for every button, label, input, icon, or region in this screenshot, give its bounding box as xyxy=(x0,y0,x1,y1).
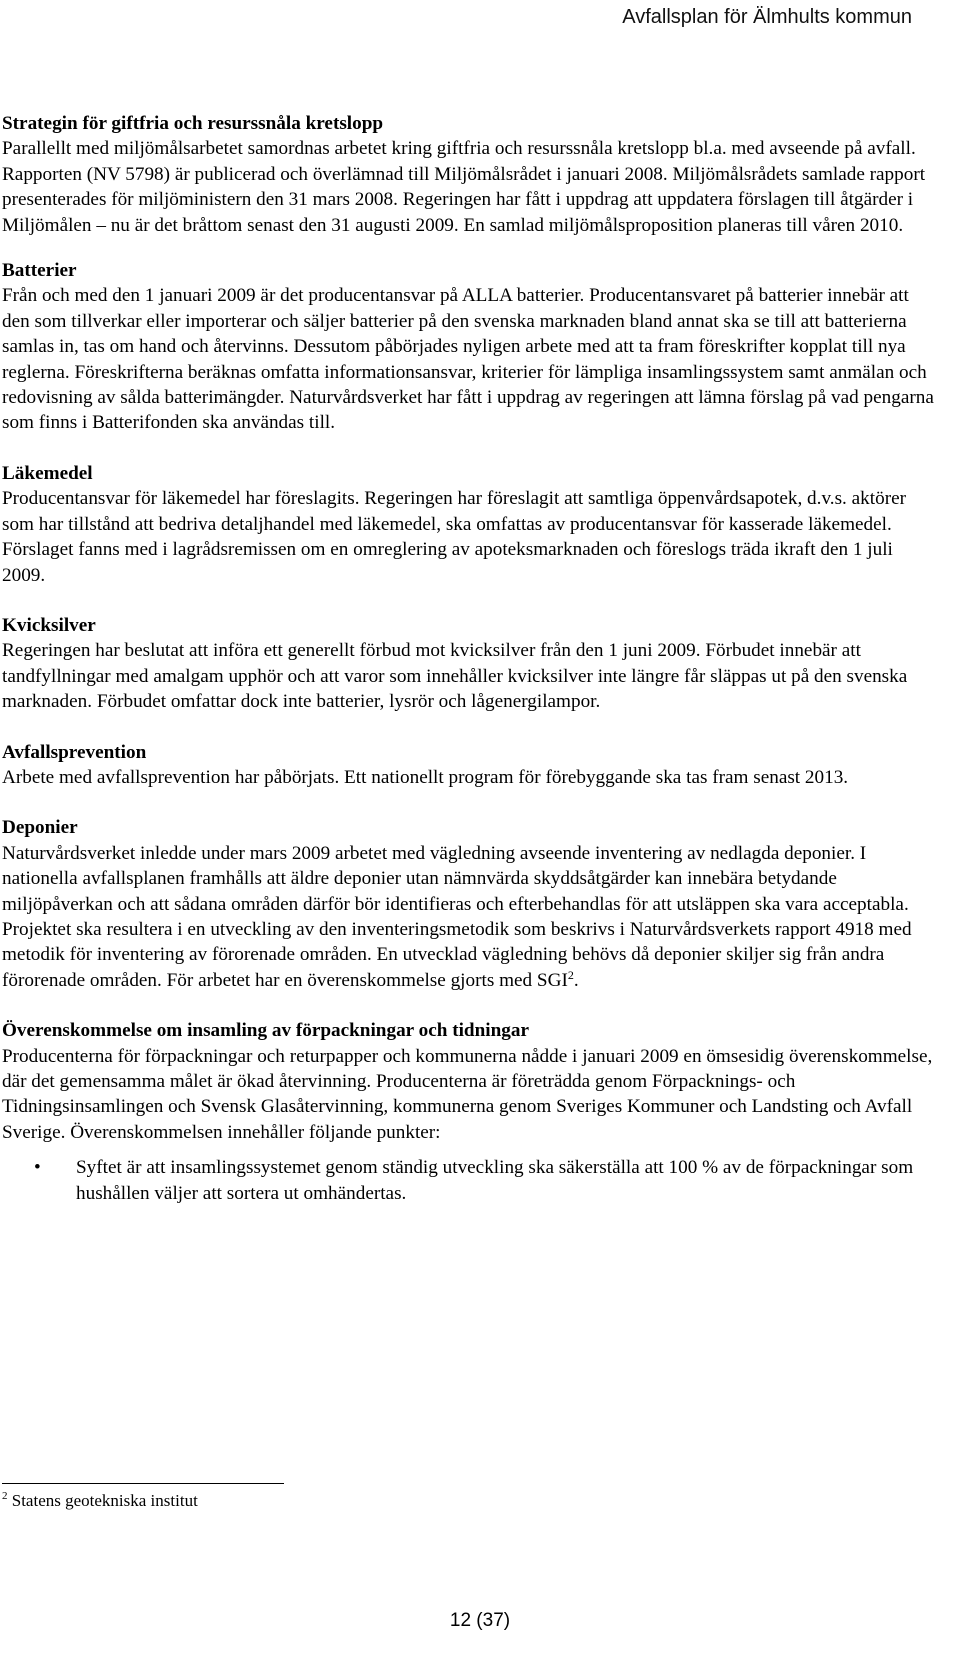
section-heading: Kvicksilver xyxy=(2,614,96,636)
section-paragraph xyxy=(2,841,940,993)
section-paragraph: Från och med den 1 januari 2009 är det producentansvar på ALLA batterier. Producentansvaret på batterier innebär att den som tillverkar eller importerar och säljer batterier på den svenska marknaden bland annat ska se till att batterierna samlas in, tas om hand och återvinns. Dessutom påbörjades nyligen arbete med att ta fram föreskrifter kopplat till nya reglerna. Föreskrifterna beräknas omfatta informationsansvar, kriterier för lämpliga insamlingssystem samt anmälan och redovisning av sålda batterimängder. Naturvårdsverket har fått i uppdrag av regeringen att lämna förslag på vad pengarna som finns i Batterifonden ska användas till. xyxy=(2,285,934,434)
section-paragraph: Regeringen har beslutat att införa ett generellt förbud mot kvicksilver från den 1 juni 2009. Förbudet innebär att tandfyllningar med amalgam upphör och att varor som innehåller kvicksilver inte längre får släppas ut på den svenska marknaden. Förbudet omfattar dock inte batterier, lysrör och lågenergilampor. xyxy=(2,640,908,713)
bullet-list xyxy=(2,1155,940,1206)
document-body xyxy=(2,111,940,1231)
footnote-number: 2 xyxy=(2,1490,8,1502)
section-heading: Strategin för giftfria och resurssnåla kretslopp xyxy=(2,113,384,134)
section-deponier xyxy=(2,815,940,993)
section-heading: Överenskommelse om insamling av förpackningar och tidningar xyxy=(2,1020,529,1042)
section-kvicksilver xyxy=(2,613,940,715)
bullet-icon: • xyxy=(34,1157,41,1179)
document-header: Avfallsplan för Älmhults kommun xyxy=(622,6,912,28)
paragraph-end: . xyxy=(573,969,579,991)
section-heading: Batterier xyxy=(2,260,77,282)
paragraph-text: Naturvårdsverket inledde under mars 2009 arbetet med vägledning avseende inventering av nedlagda deponier. I nationella avfallsplanen framhålls att äldre deponier utan nämnvärda skyddsåtgärder kan innebära betydande miljöpåverkan och att sådana områden därför bör identifieras och efterbehandlas för att utsläppen ska vara acceptabla. Projektet ska resultera i en utveckling av den inventeringsmetodik som beskrivs i Naturvårdsverkets rapport 4918 med metodik för inventering av förorenade områden. En utvecklad vägledning behövs då deponier skiljer sig från andra förorenade områden. För arbetet har en överenskommelse gjorts med SGI xyxy=(2,842,912,991)
section-heading: Deponier xyxy=(2,817,78,839)
page-number: 12 (37) xyxy=(449,1610,511,1631)
section-paragraph: Producenterna för förpackningar och returpapper och kommunerna nådde i januari 2009 en ömsesidig överenskommelse, där det gemensamma målet är ökad återvinning. Producenterna är företrädda genom Förpacknings- och Tidningsinsamlingen och Svensk Glasåtervinning, kommunerna genom Sveriges Kommuner och Landsting och Avfall Sverige. Överenskommelsen innehåller följande punkter: xyxy=(2,1045,933,1143)
section-avfallsprevention xyxy=(2,740,940,791)
section-paragraph: Producentansvar för läkemedel har föreslagits. Regeringen har föreslagit att samtliga öppenvårdsapotek, d.v.s. aktörer som har tillstånd att bedriva detaljhandel med läkemedel, ska omfattas av producentansvar för kasserade läkemedel. Förslaget fanns med i lagrådsremissen om en omreglering av apoteksmarknaden och föreslogs träda ikraft den 1 juli 2009. xyxy=(2,488,906,586)
footnote-text: Statens geotekniska institut xyxy=(11,1491,198,1510)
section-overenskommelse xyxy=(2,1018,940,1206)
section-lakemedel xyxy=(2,461,940,588)
footnote-reference[interactable]: 2 xyxy=(567,967,574,982)
footnote-divider xyxy=(2,1483,284,1484)
list-item-text: Syftet är att insamlingssystemet genom ständig utveckling ska säkerställa att 100 % av de förpackningar som hushållen väljer att sortera ut omhändertas. xyxy=(76,1157,914,1204)
section-heading: Läkemedel xyxy=(2,462,93,484)
section-paragraph: Arbete med avfallsprevention har påbörjats. Ett nationellt program för förebyggande ska tas fram senast 2013. xyxy=(2,766,849,788)
section-paragraph: Parallellt med miljömålsarbetet samordnas arbetet kring giftfria och resurssnåla kretslopp bl.a. med avseende på avfall. Rapporten (NV 5798) är publicerad och överlämnad till Miljömålsrådet i januari 2008. Miljömålsrådets samlade rapport presenterades för miljöministern den 31 mars 2008. Regeringen har fått i uppdrag att uppdatera förslagen till åtgärder i Miljömålen – nu är det bråttom senast den 31 augusti 2009. En samlad miljömålsproposition planeras till våren 2010. xyxy=(2,138,926,236)
list-item xyxy=(2,1155,940,1206)
section-heading: Avfallsprevention xyxy=(2,741,147,763)
section-batterier xyxy=(2,258,940,436)
footnote xyxy=(2,1490,198,1511)
section-strategi xyxy=(2,111,940,238)
